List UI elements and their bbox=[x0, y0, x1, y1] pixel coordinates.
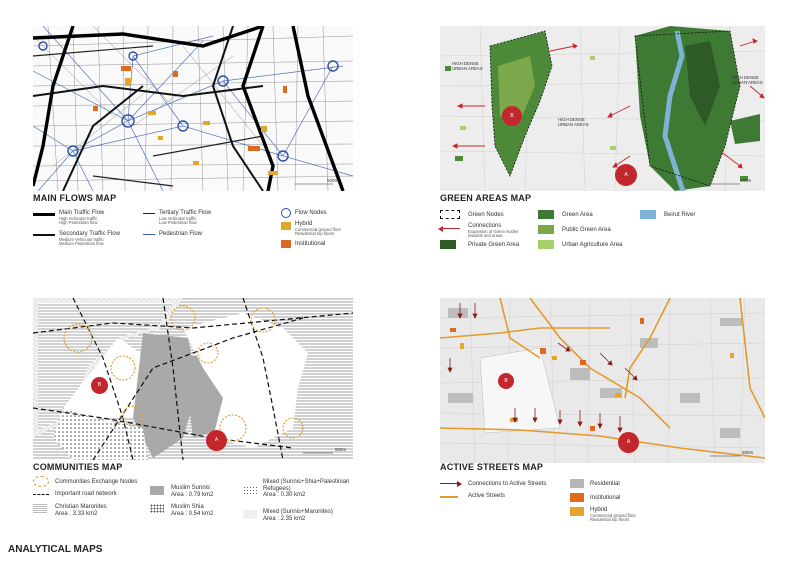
active-streets-map-graphic bbox=[440, 298, 765, 463]
institutional-swatch bbox=[281, 240, 291, 248]
green-areas-map bbox=[440, 26, 765, 191]
arrow-head-icon bbox=[438, 226, 443, 232]
flow-nodes-label: Flow Nodes bbox=[295, 210, 327, 216]
active-streets-map bbox=[440, 298, 765, 463]
secondary-traffic-label: Secondary Traffic Flow Medium Vehicular traffic Medium Pedestrian flow bbox=[59, 231, 120, 247]
private-green-swatch bbox=[440, 240, 456, 249]
hybrid-label: Hybrid Commercial ground floor Residential top floors bbox=[295, 221, 341, 237]
main-traffic-swatch bbox=[33, 213, 55, 216]
river-swatch bbox=[640, 210, 656, 219]
institutional-label: Institutional bbox=[295, 241, 326, 247]
communities-title: COMMUNITIES MAP bbox=[33, 462, 123, 472]
map-label-center: HIGH DENSE URBAN AREAS bbox=[558, 117, 589, 127]
street-node-a: A bbox=[618, 432, 639, 453]
active-streets-label: Active Streets bbox=[468, 493, 506, 499]
private-green-label: Private Green Area bbox=[468, 242, 520, 248]
connections-label: Connections Expansion of Green Nodes towards arid areas bbox=[468, 223, 519, 239]
urban-agri-swatch bbox=[538, 240, 554, 249]
mixed1-label: Mixed (Sunnis+Shia+Palestinian Refugees) Area : 0.30 km2 bbox=[263, 479, 350, 498]
secondary-traffic-swatch bbox=[33, 234, 55, 236]
christian-swatch bbox=[33, 504, 47, 513]
communities-legend bbox=[33, 474, 353, 526]
green-areas-title: GREEN AREAS MAP bbox=[440, 193, 532, 203]
active-streets-swatch bbox=[440, 496, 458, 498]
arrow-head-icon bbox=[457, 481, 462, 487]
green-area-label: Green Area bbox=[562, 212, 593, 218]
institutional-label: Institutional bbox=[590, 495, 621, 501]
sunnis-swatch bbox=[150, 486, 164, 495]
connections-arrow-icon bbox=[440, 483, 458, 484]
flow-node-icon bbox=[281, 208, 291, 218]
mixed2-swatch bbox=[243, 510, 257, 519]
mixed2-label: Mixed (Sunnis+Maronites) Area : 2.35 km2 bbox=[263, 509, 333, 522]
connections-arrow-icon bbox=[440, 228, 460, 229]
residential-label: Residential bbox=[590, 481, 620, 487]
street-node-b: B bbox=[498, 373, 514, 389]
hybrid-swatch bbox=[281, 222, 291, 230]
exchange-node-icon bbox=[33, 476, 49, 487]
main-flows-map-graphic bbox=[33, 26, 353, 191]
scale-label: 500m bbox=[740, 178, 752, 183]
communities-map bbox=[33, 298, 353, 460]
green-area-swatch bbox=[538, 210, 554, 219]
road-network-label: Important road network bbox=[55, 491, 117, 497]
main-flows-legend bbox=[33, 206, 353, 266]
public-green-label: Public Green Area bbox=[562, 227, 611, 233]
main-flows-map bbox=[33, 26, 353, 191]
communities-map-graphic bbox=[33, 298, 353, 460]
mixed1-swatch bbox=[243, 486, 257, 495]
map-label-left: HIGH DENSE URBAN AREAS bbox=[452, 61, 483, 71]
green-node-a: A bbox=[615, 164, 637, 186]
community-node-b: B bbox=[91, 377, 108, 394]
pedestrian-flow-swatch bbox=[143, 234, 155, 235]
active-streets-legend bbox=[440, 476, 765, 526]
green-nodes-swatch bbox=[440, 210, 460, 219]
green-node-b: B bbox=[502, 106, 522, 126]
beirut-river-label: Beirut River bbox=[664, 212, 696, 218]
public-green-swatch bbox=[538, 225, 554, 234]
exchange-nodes-label: Communities Exchange Nodes bbox=[55, 479, 138, 485]
pedestrian-flow-label: Pedestrian Flow bbox=[159, 231, 203, 237]
scale-label: 500m bbox=[335, 447, 347, 452]
map-label-right: HIGH DENSE URBAN AREAS bbox=[732, 75, 763, 85]
green-nodes-label: Green Nodes bbox=[468, 212, 504, 218]
green-areas-map-graphic bbox=[440, 26, 765, 191]
hybrid-label: Hybrid Commercial ground floor Residential top floors bbox=[590, 507, 636, 523]
green-areas-legend bbox=[440, 206, 765, 256]
community-node-a: A bbox=[206, 430, 227, 451]
footer-title: ANALYTICAL MAPS bbox=[8, 544, 103, 555]
shia-swatch bbox=[150, 504, 164, 513]
active-streets-title: ACTIVE STREETS MAP bbox=[440, 462, 544, 472]
hybrid-swatch bbox=[570, 507, 584, 516]
residential-swatch bbox=[570, 479, 584, 488]
main-flows-title: MAIN FLOWS MAP bbox=[33, 193, 117, 203]
shia-label: Muslim Shia Area : 0.54 km2 bbox=[171, 504, 214, 517]
scale-label: 500m bbox=[742, 450, 754, 455]
tertiary-traffic-swatch bbox=[143, 213, 155, 214]
main-traffic-label: Main Traffic Flow High Vehicular traffic High Pedestrian flow bbox=[59, 210, 105, 226]
sunnis-label: Muslim Sunnis Area : 0.79 km2 bbox=[171, 485, 214, 498]
connections-active-label: Connections to Active Streets bbox=[468, 481, 547, 487]
christian-label: Christian Maronites Area : 3.33 km2 bbox=[55, 504, 107, 517]
scale-label: 500m bbox=[327, 178, 339, 183]
urban-agri-label: Urban Agriculture Area bbox=[562, 242, 623, 248]
institutional-swatch bbox=[570, 493, 584, 502]
tertiary-traffic-label: Tertiary Traffic Flow Low Vehicular traffic Low Pedestrian flow bbox=[159, 210, 211, 226]
road-network-swatch bbox=[33, 494, 49, 495]
